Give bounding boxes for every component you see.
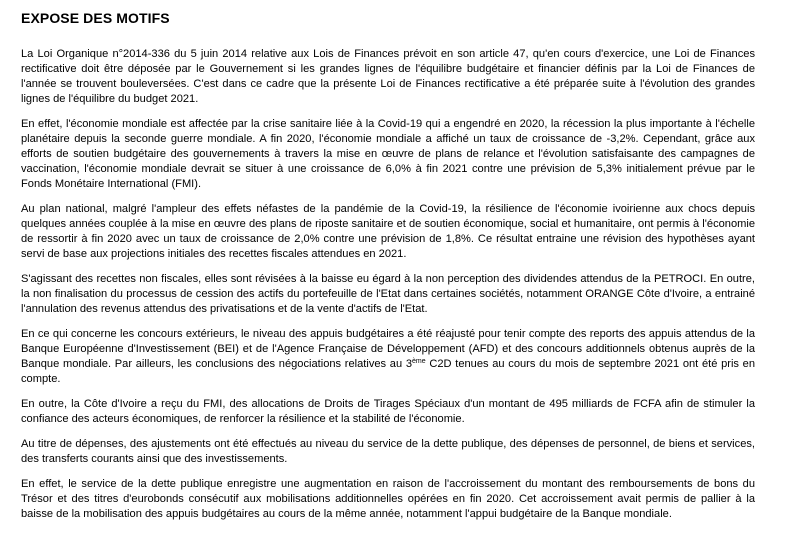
paragraph-concours-exterieurs-part1: En ce qui concerne les concours extérieurs, le niveau des appuis budgétaires a été réajusté pour tenir compte des reports des appuis attendus de la Banque Européenne d'Investissement (BEI) et de l'Agence Française de Développement (AFD) et des concours additionnels obtenus auprès de la Banque mondiale. Par ailleurs, les conclusions des négociations relatives au 3	[21, 328, 755, 370]
paragraph-economie-mondiale: En effet, l'économie mondiale est affectée par la crise sanitaire liée à la Covid-19 qui a engendré en 2020, la récession la plus importante à l'échelle planétaire depuis la seconde guerre mondiale. A fin 2020, l'économie mondiale a affiché un taux de croissance de -3,2%. Cependant, grâce aux efforts de soutien budgétaire des gouvernements à travers la mise en œuvre de plans de relance et l'évolution satisfaisante des campagnes de vaccination, l'économie mondiale devrait se situer à une croissance de 6,0% à fin 2021 contre une prévision de 5,3% initialement prévue par le Fonds Monétaire International (FMI).	[21, 118, 755, 190]
paragraph-droits-tirages-speciaux: En outre, la Côte d'Ivoire a reçu du FMI, des allocations de Droits de Tirages Spéciaux d'un montant de 495 milliards de FCFA afin de stimuler la confiance des acteurs économiques, de renforcer la résilience et la stabilité de l'économie.	[21, 398, 755, 425]
paragraph-service-dette: En effet, le service de la dette publique enregistre une augmentation en raison de l'accroissement du montant des remboursements de bons du Trésor et des titres d'eurobonds consécutif aux mobilisations additionnelles opérées en fin 2020. Cet accroissement avait permis de pallier à la baisse de la mobilisation des appuis budgétaires au cours de la même année, notamment l'appui budgétaire de la Banque mondiale.	[21, 478, 755, 520]
paragraph-plan-national: Au plan national, malgré l'ampleur des effets néfastes de la pandémie de la Covid-19, la résilience de l'économie ivoirienne aux chocs depuis quelques années couplée à la mise en œuvre des plans de riposte sanitaire et de soutien économique, social et humanitaire, ont permis à l'économie de ressortir à fin 2020 avec un taux de croissance de 2,0% contre une prévision de 1,8%. Ce résultat entraine une révision des hypothèses ayant servi de base aux projections initiales des recettes fiscales attendues en 2021.	[21, 203, 755, 260]
paragraph-recettes-non-fiscales: S'agissant des recettes non fiscales, elles sont révisées à la baisse eu égard à la non perception des dividendes attendus de la PETROCI. En outre, la non finalisation du processus de cession des actifs du portefeuille de l'Etat dans certaines sociétés, notamment ORANGE Côte d'Ivoire, a entrainé l'annulation des revenus attendus des privatisations et de la vente d'actifs de l'Etat.	[21, 273, 755, 315]
paragraph-loi-organique: La Loi Organique n°2014-336 du 5 juin 2014 relative aux Lois de Finances prévoit en son article 47, qu'en cours d'exercice, une Loi de Finances rectificative doit être déposée par le Gouvernement si les grandes lignes de l'équilibre budgétaire et financier définis par la Loi de Finances de l'année se trouvent bouleversées. C'est dans ce cadre que la présente Loi de Finances rectificative a été préparée suite à l'évolution des grandes lignes de l'équilibre du budget 2021.	[21, 48, 755, 105]
document-title: EXPOSE DES MOTIFS	[21, 10, 170, 26]
paragraph-titre-depenses: Au titre de dépenses, des ajustements ont été effectués au niveau du service de la dette publique, des dépenses de personnel, de biens et services, des transferts courants ainsi que des investissements.	[21, 438, 755, 465]
document-body	[21, 47, 755, 522]
paragraph-concours-exterieurs	[21, 327, 755, 387]
page-edge-mark	[748, 538, 757, 543]
ordinal-superscript: ème	[412, 358, 426, 365]
paragraph-concours-exterieurs-part2: C2D tenues au cours du mois de septembre 2021 ont été pris en compte.	[21, 358, 755, 385]
